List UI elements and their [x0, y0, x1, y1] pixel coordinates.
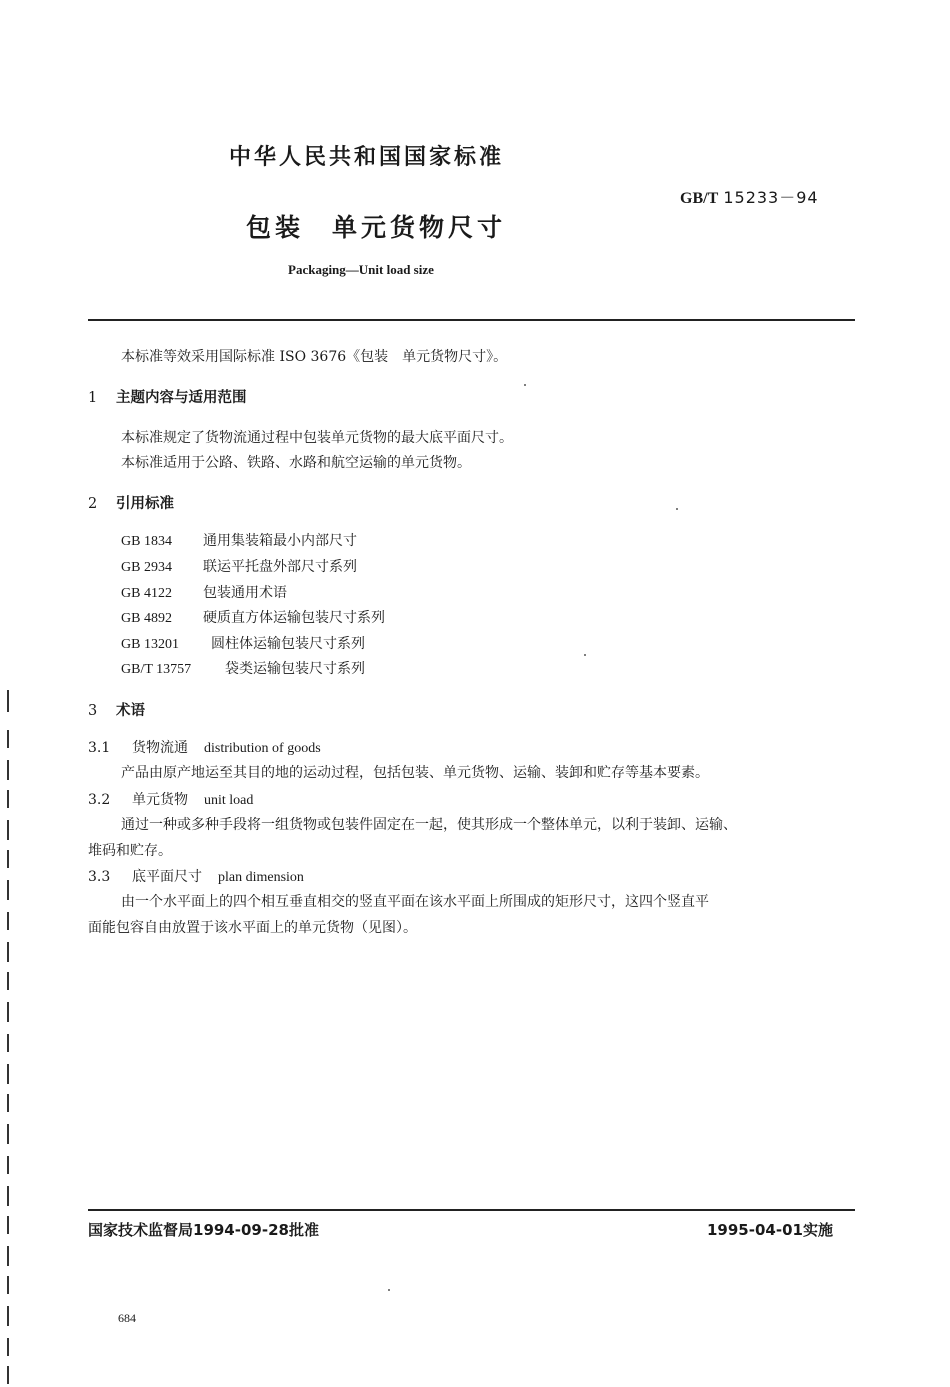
term-zh: 货物流通: [132, 740, 188, 756]
binding-edge-mark: [7, 1246, 9, 1266]
term-en: distribution of goods: [204, 741, 321, 756]
english-title: Packaging—Unit load size: [288, 262, 434, 277]
term-zh: 底平面尺寸: [132, 869, 202, 885]
reference-code: GB 4892: [121, 611, 172, 626]
binding-edge-mark: [7, 690, 9, 712]
section-1-line: 本标准适用于公路、铁路、水路和航空运输的单元货物。: [121, 455, 471, 471]
intro-text: 本标准等效采用国际标准 ISO 3676《包装 单元货物尺寸》。: [121, 349, 508, 365]
binding-edge-mark: [7, 972, 9, 990]
binding-edge-mark: [7, 1002, 9, 1022]
scan-speck: [524, 384, 526, 386]
effective-date: 1995-04-01实施: [707, 1221, 833, 1239]
term-heading: [88, 737, 321, 757]
section-3-heading: [88, 699, 145, 720]
binding-edge-mark: [7, 790, 9, 808]
binding-edge-mark: [7, 1064, 9, 1084]
scan-speck: [676, 508, 678, 510]
reference-item: [121, 556, 357, 576]
standard-code: 15233－94: [723, 188, 819, 207]
standard-number: [680, 185, 819, 208]
term-number: 3.3: [88, 869, 111, 885]
section-2-number: 2: [88, 496, 98, 512]
reference-item: [121, 633, 365, 653]
section-1-heading: [88, 386, 247, 407]
binding-edge-mark: [7, 1034, 9, 1052]
binding-edge-mark: [7, 760, 9, 780]
term-en: plan dimension: [218, 870, 304, 885]
reference-code: GB 13201: [121, 637, 179, 652]
binding-edge-mark: [7, 1094, 9, 1112]
section-2-heading: [88, 492, 174, 513]
binding-edge-mark: [7, 1156, 9, 1174]
term-en: unit load: [204, 793, 254, 808]
reference-title: 包装通用术语: [203, 585, 287, 601]
binding-edge-mark: [7, 730, 9, 748]
term-number: 3.1: [88, 740, 111, 756]
reference-code: GB/T 13757: [121, 662, 192, 677]
section-1-number: 1: [88, 390, 98, 406]
section-1-line: 本标准规定了货物流通过程中包装单元货物的最大底平面尺寸。: [121, 430, 513, 446]
binding-edge-mark: [7, 820, 9, 840]
term-heading: [88, 789, 253, 809]
binding-edge-mark: [7, 912, 9, 930]
reference-title: 联运平托盘外部尺寸系列: [203, 559, 357, 575]
binding-edge-mark: [7, 1306, 9, 1326]
binding-edge-mark: [7, 1216, 9, 1234]
scan-speck: [584, 654, 586, 656]
reference-title: 硬质直方体运输包装尺寸系列: [203, 610, 385, 626]
national-standard-heading: 中华人民共和国国家标准: [229, 145, 505, 170]
reference-item: [121, 607, 385, 627]
binding-edge-mark: [7, 1124, 9, 1144]
binding-edge-mark: [7, 942, 9, 962]
term-definition: 面能包容自由放置于该水平面上的单元货物（见图）。: [88, 920, 417, 936]
reference-title: 圆柱体运输包装尺寸系列: [211, 636, 365, 652]
binding-edge-mark: [7, 850, 9, 868]
section-3-title: 术语: [116, 703, 145, 719]
document-title: [246, 208, 506, 244]
reference-item: [121, 582, 287, 602]
footer-rule: [88, 1209, 855, 1211]
term-definition: 通过一种或多种手段将一组货物或包装件固定在一起，使其形成一个整体单元，以利于装卸、运输、: [121, 817, 737, 833]
reference-code: GB 1834: [121, 534, 172, 549]
term-definition: 由一个水平面上的四个相互垂直相交的竖直平面在该水平面上所围成的矩形尺寸，这四个竖直平: [121, 894, 709, 910]
term-number: 3.2: [88, 792, 111, 808]
page-number: 684: [118, 1311, 136, 1325]
term-heading: [88, 866, 304, 886]
section-3-number: 3: [88, 703, 98, 719]
binding-edge-mark: [7, 1186, 9, 1206]
term-definition: 堆码和贮存。: [88, 843, 172, 859]
binding-edge-mark: [7, 1276, 9, 1294]
standard-prefix: GB/T: [680, 190, 719, 207]
reference-code: GB 2934: [121, 560, 172, 575]
binding-edge-mark: [7, 1338, 9, 1356]
section-2-title: 引用标准: [116, 496, 174, 512]
title-part1: 包装: [246, 213, 305, 242]
binding-edge-mark: [7, 880, 9, 900]
term-definition: 产品由原产地运至其目的地的运动过程，包括包装、单元货物、运输、装卸和贮存等基本要素。: [121, 765, 709, 781]
binding-edge-mark: [7, 1366, 9, 1384]
reference-title: 袋类运输包装尺寸系列: [225, 661, 365, 677]
reference-title: 通用集装箱最小内部尺寸: [203, 533, 357, 549]
title-part2: 单元货物尺寸: [332, 213, 507, 242]
reference-item: [121, 658, 365, 678]
issued-date: 国家技术监督局1994-09-28批准: [88, 1221, 319, 1239]
section-1-title: 主题内容与适用范围: [116, 390, 247, 406]
scan-speck: [388, 1289, 390, 1291]
reference-code: GB 4122: [121, 586, 172, 601]
term-zh: 单元货物: [132, 792, 188, 808]
header-rule: [88, 319, 855, 321]
reference-item: [121, 530, 357, 550]
